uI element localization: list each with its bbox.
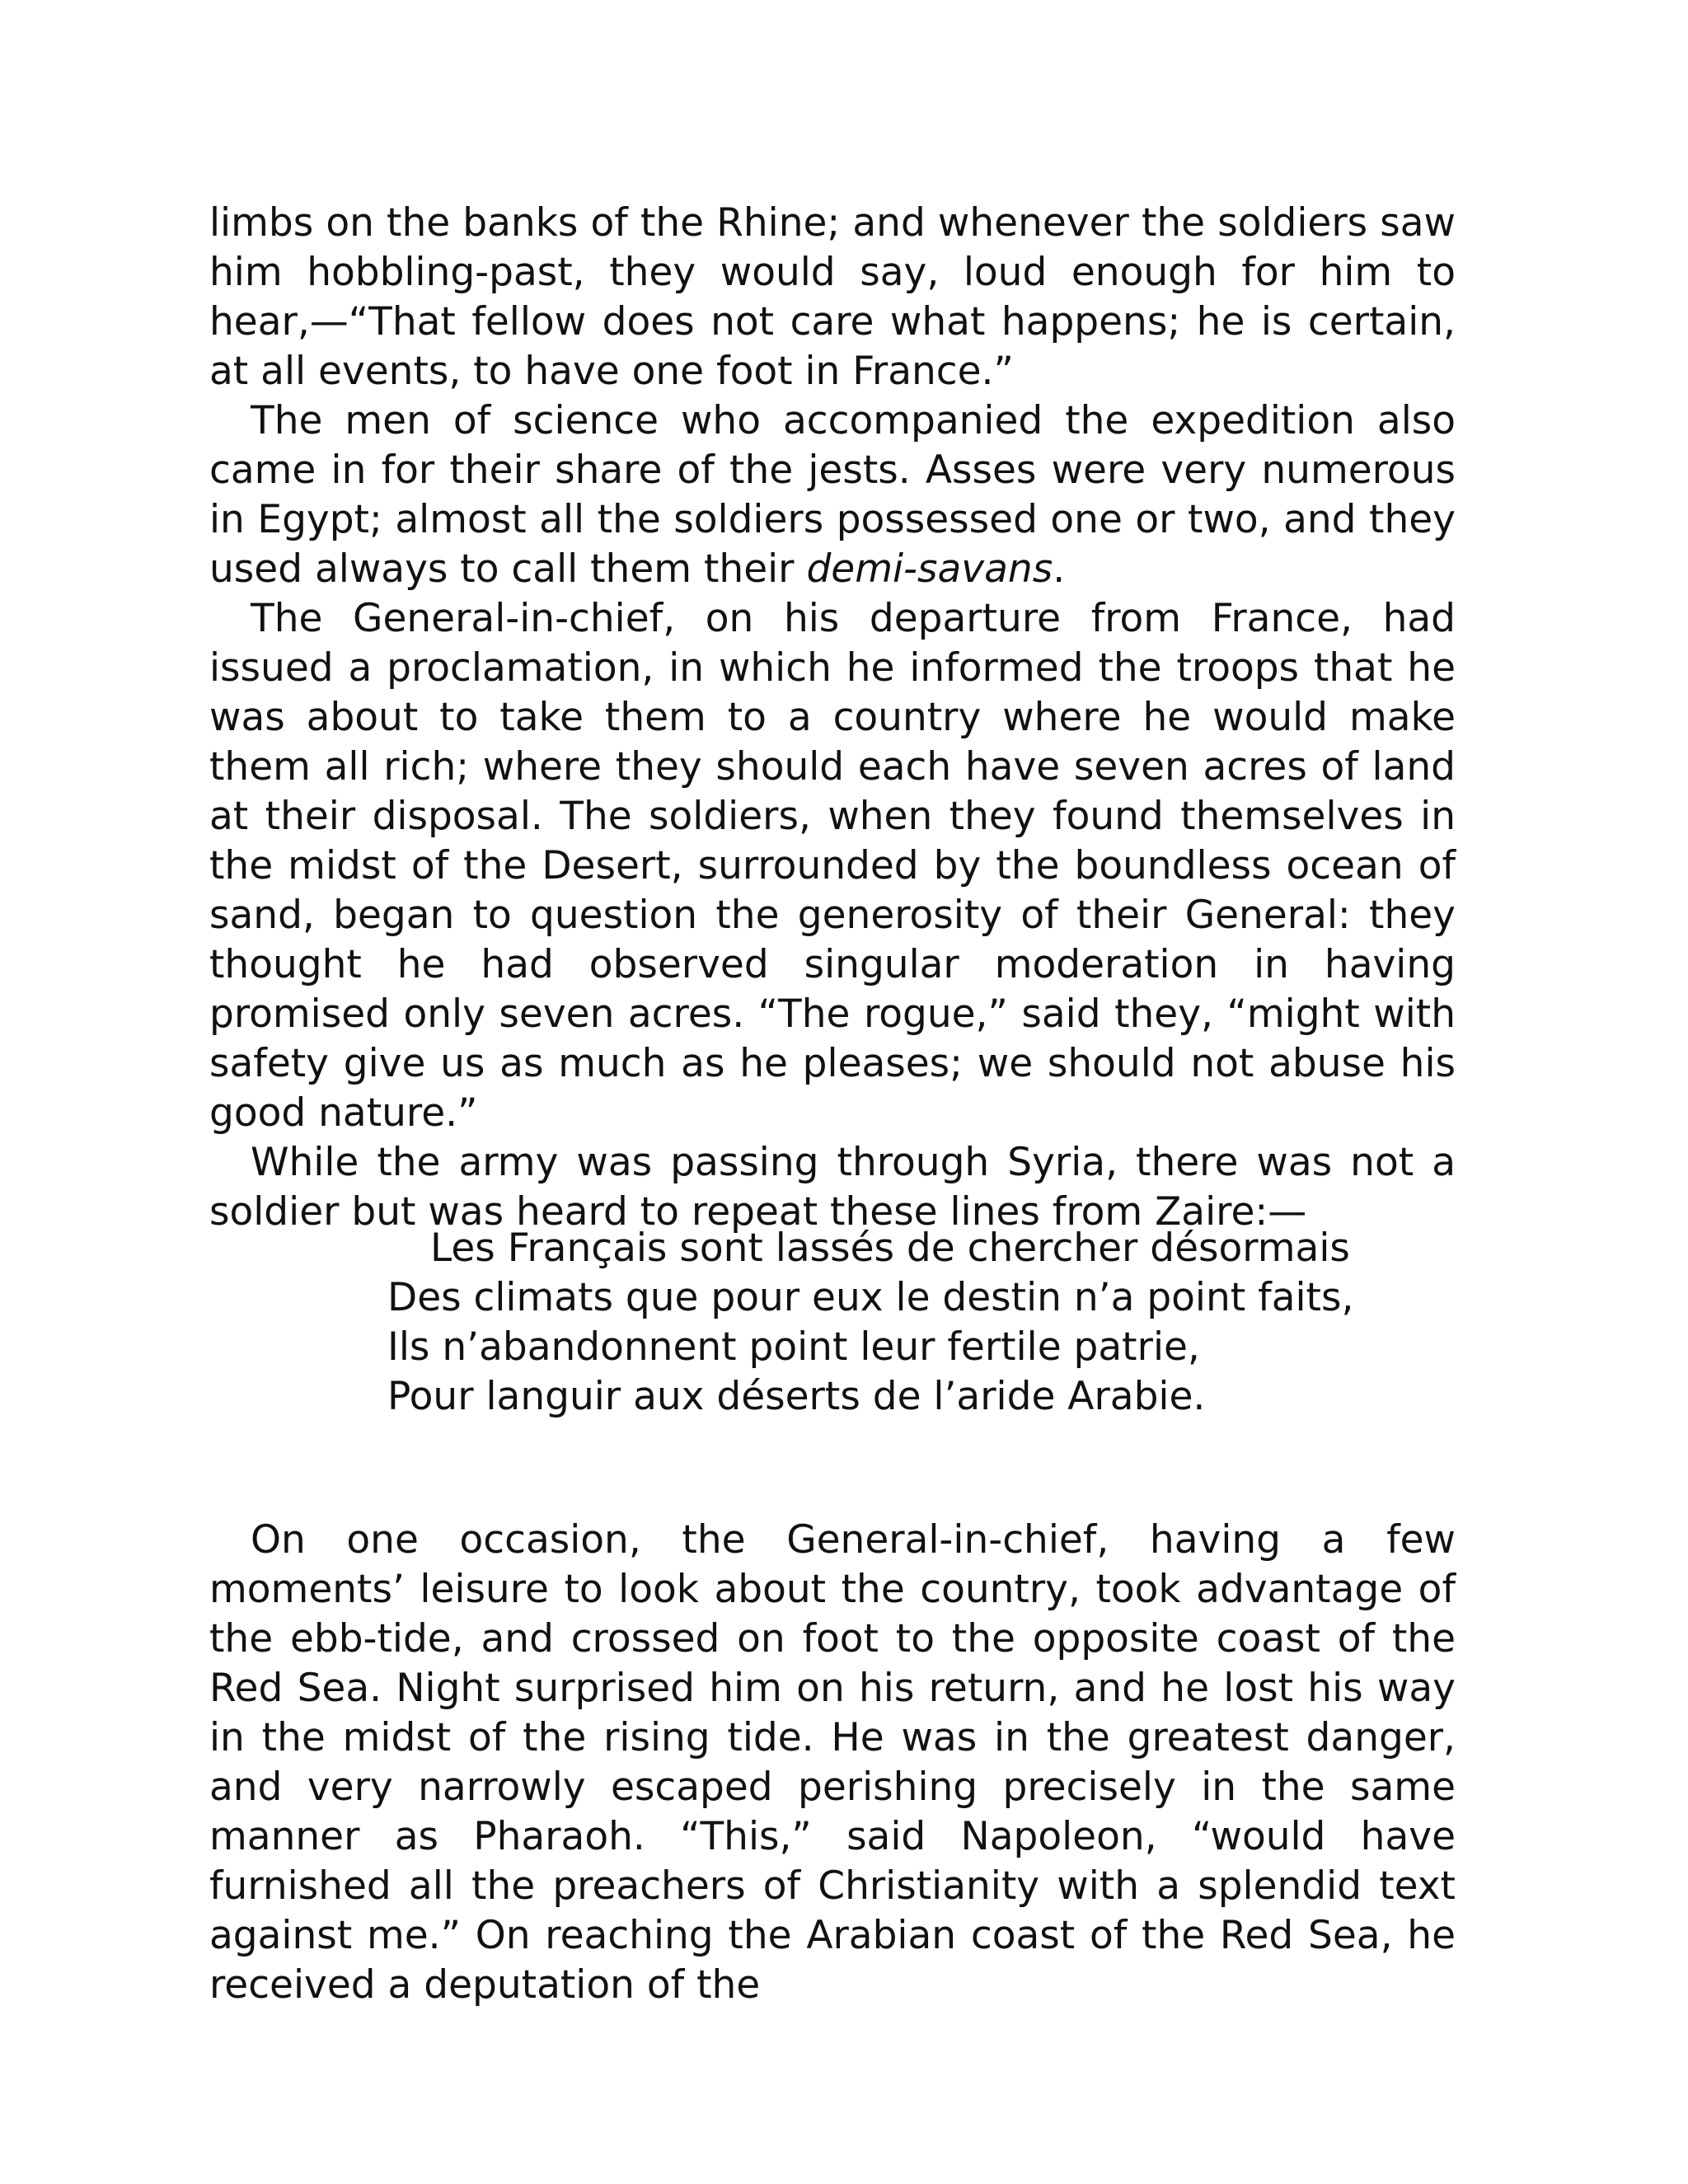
paragraph-men-of-science <box>209 396 1456 594</box>
verse-quotation <box>387 1224 1376 1422</box>
italic-term: demi-savans <box>806 546 1053 592</box>
paragraph-continued: limbs on the banks of the Rhine; and whenever the soldiers saw him hobbling-past, they would say, loud enough for him to hear,—“That fellow does not care what happens; he is certain, at all events, to have one foot in France.” <box>209 200 1456 394</box>
verse-line: Ils n’abandonnent point leur fertile patrie, <box>387 1324 1200 1370</box>
paragraph-text-end: . <box>1053 546 1066 592</box>
body-text-top <box>209 199 1456 1237</box>
body-text-bottom <box>209 1516 1456 2010</box>
paragraph-red-sea: On one occasion, the General-in-chief, having a few moments’ leisure to look about the country, took advantage of the ebb-tide, and crossed on foot to the opposite coast of the Red Sea. Night surprised him on his return, and he lost his way in the midst of the rising tide. He was in the greatest danger, and very narrowly escaped perishing precisely in the same manner as Pharaoh. “This,” said Napoleon, “would have furnished all the preachers of Christianity with a splendid text against me.” On reaching the Arabian coast of the Red Sea, he received a deputation of the <box>209 1517 1456 2008</box>
verse-line: Pour languir aux déserts de l’aride Arabie. <box>387 1374 1206 1419</box>
verse-line: Des climats que pour eux le destin n’a point faits, <box>387 1275 1354 1320</box>
paragraph-proclamation: The General-in-chief, on his departure from France, had issued a proclamation, in which he informed the troops that he was about to take them to a country where he would make them all rich; where they should each have seven acres of land at their disposal. The soldiers, when they found themselves in the midst of the Desert, surrounded by the boundless ocean of sand, began to question the generosity of their General: they thought he had observed singular moderation in having promised only seven acres. “The rogue,” said they, “might with safety give us as much as he pleases; we should not abuse his good nature.” <box>209 596 1456 1136</box>
paragraph-syria: While the army was passing through Syria, there was not a soldier but was heard to repeat these lines from Zaire:— <box>209 1140 1456 1235</box>
verse-line: Les Français sont lassés de chercher désormais <box>430 1226 1350 1271</box>
paragraph-text: The men of science who accompanied the expedition also came in for their share of the jests. Asses were very numerous in Egypt; almost all the soldiers possessed one or two, and they used always to call them their <box>209 398 1456 592</box>
